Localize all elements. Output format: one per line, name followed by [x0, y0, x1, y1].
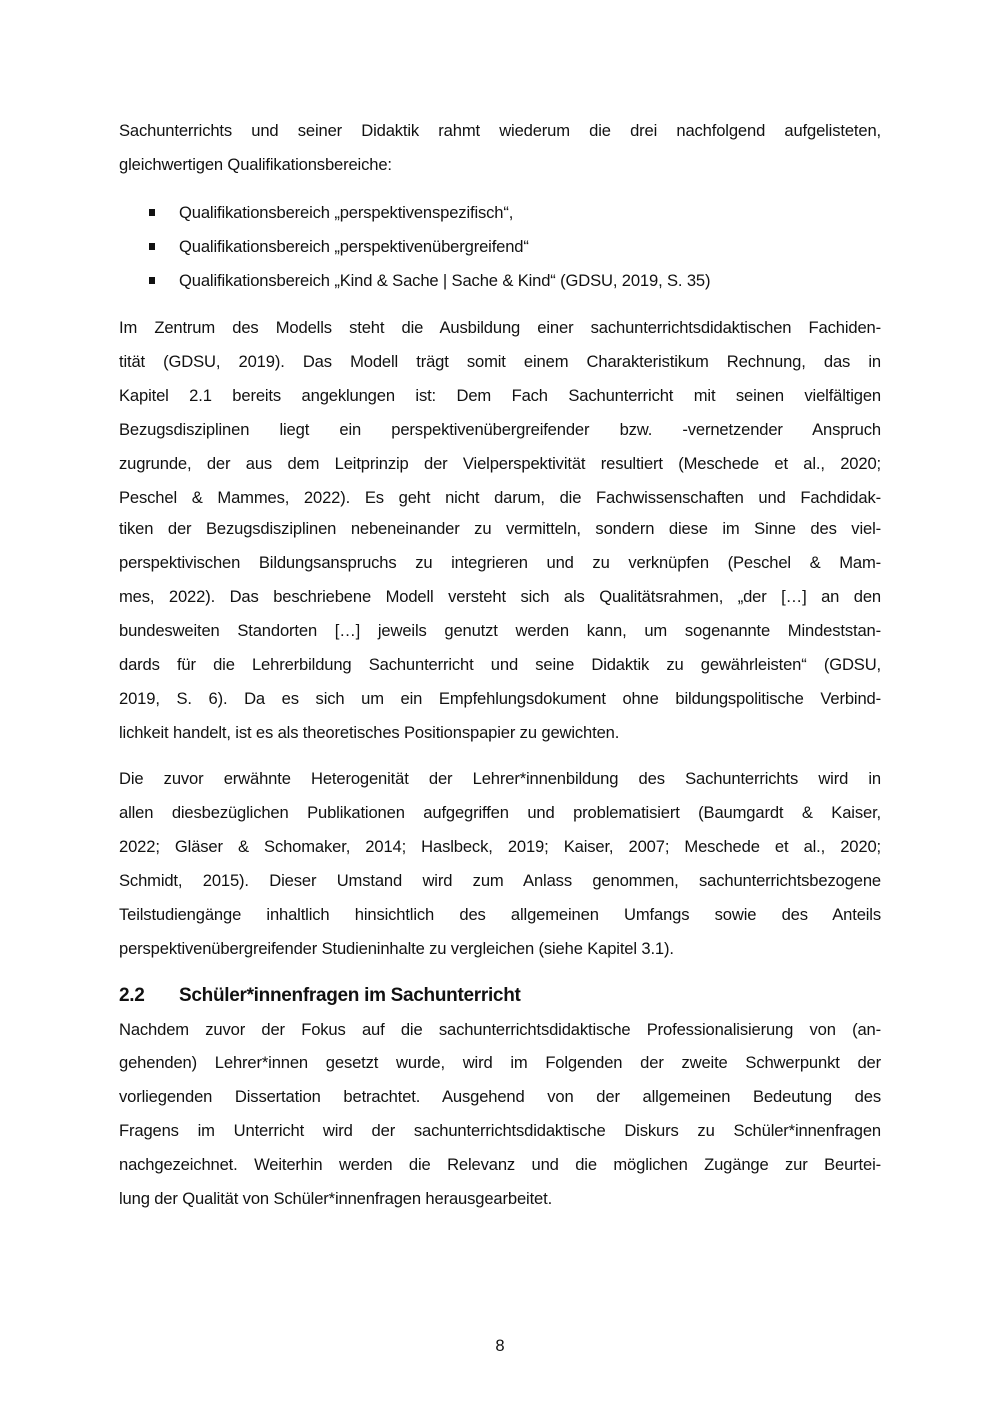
text-line: vorliegenden Dissertation betrachtet. Ausgehend von der allgemeinen Bedeutung des: [119, 1087, 881, 1106]
square-bullet-icon: [149, 243, 155, 250]
text-line: tiken der Bezugsdisziplinen nebeneinander zu vermitteln, sondern diese im Sinne des viel-: [119, 519, 881, 538]
text-line: Bezugsdisziplinen liegt ein perspektivenübergreifender bzw. -vernetzender Anspruch: [119, 420, 881, 439]
section-number: 2.2: [119, 985, 145, 1006]
text-line: Im Zentrum des Modells steht die Ausbildung einer sachunterrichtsdidaktischen Fachiden-: [119, 318, 881, 337]
list-item-text: Qualifikationsbereich „perspektivenübergreifend“: [179, 237, 529, 256]
list-item-text: Qualifikationsbereich „perspektivenspezifisch“,: [179, 203, 514, 222]
text-line: perspektivischen Bildungsanspruchs zu integrieren und zu verknüpfen (Peschel & Mam-: [119, 553, 881, 572]
text-line: gleichwertigen Qualifikationsbereiche:: [119, 155, 392, 174]
text-line: lichkeit handelt, ist es als theoretisches Positionspapier zu gewichten.: [119, 723, 620, 742]
text-line: Fragens im Unterricht wird der sachunterrichtsdidaktische Diskurs zu Schüler*innenfragen: [119, 1121, 881, 1140]
text-line: lung der Qualität von Schüler*innenfragen herausgearbeitet.: [119, 1189, 553, 1208]
text-line: 2022; Gläser & Schomaker, 2014; Haslbeck, 2019; Kaiser, 2007; Meschede et al., 2020;: [119, 837, 881, 856]
text-line: Kapitel 2.1 bereits angeklungen ist: Dem Fach Sachunterricht mit seinen vielfältigen: [119, 386, 881, 405]
text-line: nachgezeichnet. Weiterhin werden die Relevanz und die möglichen Zugänge zur Beurtei-: [119, 1155, 881, 1174]
text-line: Peschel & Mammes, 2022). Es geht nicht darum, die Fachwissenschaften und Fachdidak-: [119, 488, 881, 507]
text-line: Schmidt, 2015). Dieser Umstand wird zum Anlass genommen, sachunterrichtsbezogene: [119, 871, 881, 890]
text-line: tität (GDSU, 2019). Das Modell trägt somit einem Charakteristikum Rechnung, das in: [119, 352, 881, 371]
list-item-text: Qualifikationsbereich „Kind & Sache | Sache & Kind“ (GDSU, 2019, S. 35): [179, 271, 711, 290]
section-title: Schüler*innenfragen im Sachunterricht: [179, 985, 521, 1006]
text-line: allen diesbezüglichen Publikationen aufgegriffen und problematisiert (Baumgardt & Kaiser,: [119, 803, 881, 822]
text-line: bundesweiten Standorten […] jeweils genutzt werden kann, um sogenannte Mindeststan-: [119, 621, 881, 640]
text-line: Sachunterrichts und seiner Didaktik rahmt wiederum die drei nachfolgend aufgelisteten,: [119, 121, 881, 140]
square-bullet-icon: [149, 209, 155, 216]
text-line: dards für die Lehrerbildung Sachunterricht und seine Didaktik zu gewährleisten“ (GDSU,: [119, 655, 881, 674]
text-line: Die zuvor erwähnte Heterogenität der Lehrer*innenbildung des Sachunterrichts wird in: [119, 769, 881, 788]
text-line: Teilstudiengänge inhaltlich hinsichtlich des allgemeinen Umfangs sowie des Anteils: [119, 905, 881, 924]
text-line: 2019, S. 6). Da es sich um ein Empfehlungsdokument ohne bildungspolitische Verbind-: [119, 689, 881, 708]
text-line: gehenden) Lehrer*innen gesetzt wurde, wird im Folgenden der zweite Schwerpunkt der: [119, 1053, 881, 1072]
text-line: mes, 2022). Das beschriebene Modell versteht sich als Qualitätsrahmen, „der […] an den: [119, 587, 881, 606]
text-line: Nachdem zuvor der Fokus auf die sachunterrichtsdidaktische Professionalisierung von (an-: [119, 1020, 881, 1039]
text-line: zugrunde, der aus dem Leitprinzip der Vielperspektivität resultiert (Meschede et al., 2020;: [119, 454, 881, 473]
text-line: perspektivenübergreifender Studieninhalte zu vergleichen (siehe Kapitel 3.1).: [119, 939, 674, 958]
square-bullet-icon: [149, 277, 155, 284]
page-number: 8: [495, 1336, 505, 1355]
